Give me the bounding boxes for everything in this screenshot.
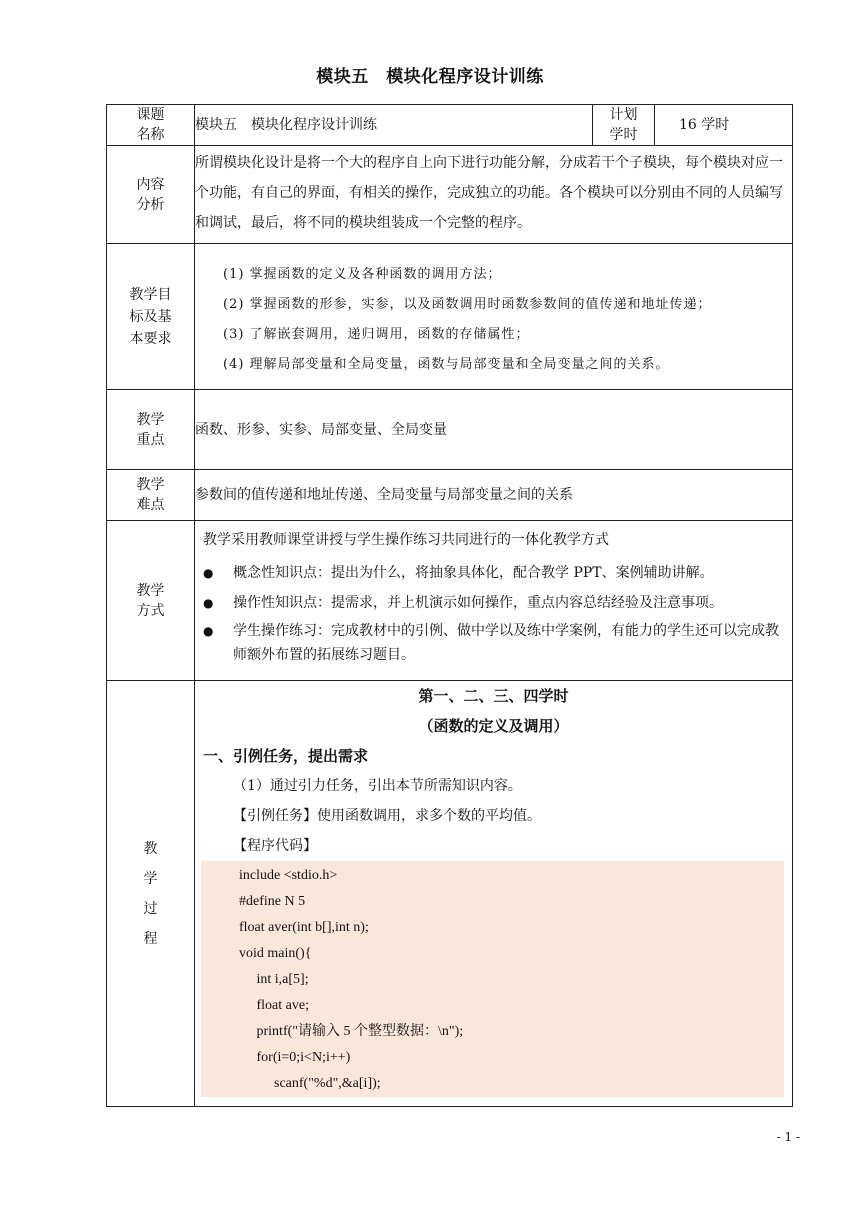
process-subheading: （函数的定义及调用） bbox=[418, 717, 569, 735]
methods-content bbox=[195, 521, 793, 681]
key-points-label: 教学 重点 bbox=[107, 390, 195, 470]
bullet-icon: ● bbox=[203, 566, 214, 580]
code-line: scanf("%d",&a[i]); bbox=[239, 1076, 381, 1091]
content-analysis-row bbox=[107, 146, 793, 244]
objective-item: (3) 了解嵌套调用，递归调用，函数的存储属性； bbox=[223, 326, 530, 342]
key-points-text: 函数、形参、实参、局部变量、全局变量 bbox=[195, 390, 793, 470]
process-paragraph: （1）通过引力任务，引出本节所需知识内容。 bbox=[233, 778, 522, 794]
topic-label: 课题 名称 bbox=[107, 105, 195, 146]
code-line: #define N 5 bbox=[239, 894, 306, 909]
document-title: 模块五 模块化程序设计训练 bbox=[316, 67, 544, 87]
hours-value: 16 学时 bbox=[655, 105, 793, 146]
difficulties-row bbox=[107, 470, 793, 521]
code-line: for(i=0;i<N;i++) bbox=[239, 1050, 351, 1065]
content-analysis-text: 所谓模块化设计是将一个大的程序自上向下进行功能分解，分成若干个子模块，每个模块对应一个功能，有自己的界面，有相关的操作，完成独立的功能。各个模块可以分别由不同的人员编写和调试，最后，将不同的模块组装成一个完整的程序。 bbox=[195, 146, 793, 244]
process-content bbox=[195, 681, 793, 1107]
objectives-label: 教学目 标及基 本要求 bbox=[107, 244, 195, 390]
code-line: void main(){ bbox=[239, 946, 312, 961]
objective-item: (1) 掌握函数的定义及各种函数的调用方法； bbox=[223, 266, 502, 282]
hours-label: 计划 学时 bbox=[593, 105, 655, 146]
process-row bbox=[107, 681, 793, 1107]
objectives-row bbox=[107, 244, 793, 390]
bullet-icon: ● bbox=[203, 596, 214, 610]
methods-intro: 教学采用教师课堂讲授与学生操作练习共同进行的一体化教学方式 bbox=[203, 532, 609, 548]
code-line: float aver(int b[],int n); bbox=[239, 920, 369, 935]
code-line: int i,a[5]; bbox=[239, 972, 309, 987]
topic-value: 模块五 模块化程序设计训练 bbox=[195, 105, 593, 146]
code-label: 【程序代码】 bbox=[233, 838, 317, 854]
task-paragraph: 【引例任务】使用函数调用，求多个数的平均值。 bbox=[233, 808, 541, 824]
section-heading: 一、引例任务，提出需求 bbox=[203, 747, 369, 765]
page-number: - 1 - bbox=[776, 1130, 800, 1144]
bullet-icon: ● bbox=[203, 624, 214, 638]
method-item: ● 概念性知识点：提出为什么，将抽象具体化，配合教学 PPT、案例辅助讲解。 bbox=[203, 559, 784, 587]
content-analysis-label: 内容 分析 bbox=[107, 146, 195, 244]
objective-item: (2) 掌握函数的形参，实参，以及函数调用时函数参数间的值传递和地址传递； bbox=[223, 296, 712, 312]
topic-row bbox=[107, 105, 793, 146]
objective-item: (4) 理解局部变量和全局变量，函数与局部变量和全局变量之间的关系。 bbox=[223, 356, 670, 372]
code-line: float ave; bbox=[239, 998, 309, 1013]
methods-row bbox=[107, 521, 793, 681]
method-item: ● 操作性知识点：提需求，并上机演示如何操作，重点内容总结经验及注意事项。 bbox=[203, 589, 784, 617]
key-points-row bbox=[107, 390, 793, 470]
code-line: include <stdio.h> bbox=[239, 868, 338, 883]
process-heading: 第一、二、三、四学时 bbox=[418, 687, 569, 705]
difficulties-label: 教学 难点 bbox=[107, 470, 195, 521]
methods-label: 教学 方式 bbox=[107, 521, 195, 681]
lesson-plan-table bbox=[106, 104, 793, 1107]
method-item: ● 学生操作练习：完成教材中的引例、做中学以及练中学案例，有能力的学生还可以完成教师额外布置的拓展练习题目。 bbox=[203, 619, 784, 667]
difficulties-text: 参数间的值传递和地址传递、全局变量与局部变量之间的关系 bbox=[195, 470, 793, 521]
process-label: 教 学 过 程 bbox=[107, 681, 195, 1107]
code-block bbox=[201, 861, 784, 1097]
objectives-list bbox=[195, 244, 793, 390]
code-line: printf("请输入 5 个整型数据：\n"); bbox=[239, 1024, 464, 1039]
